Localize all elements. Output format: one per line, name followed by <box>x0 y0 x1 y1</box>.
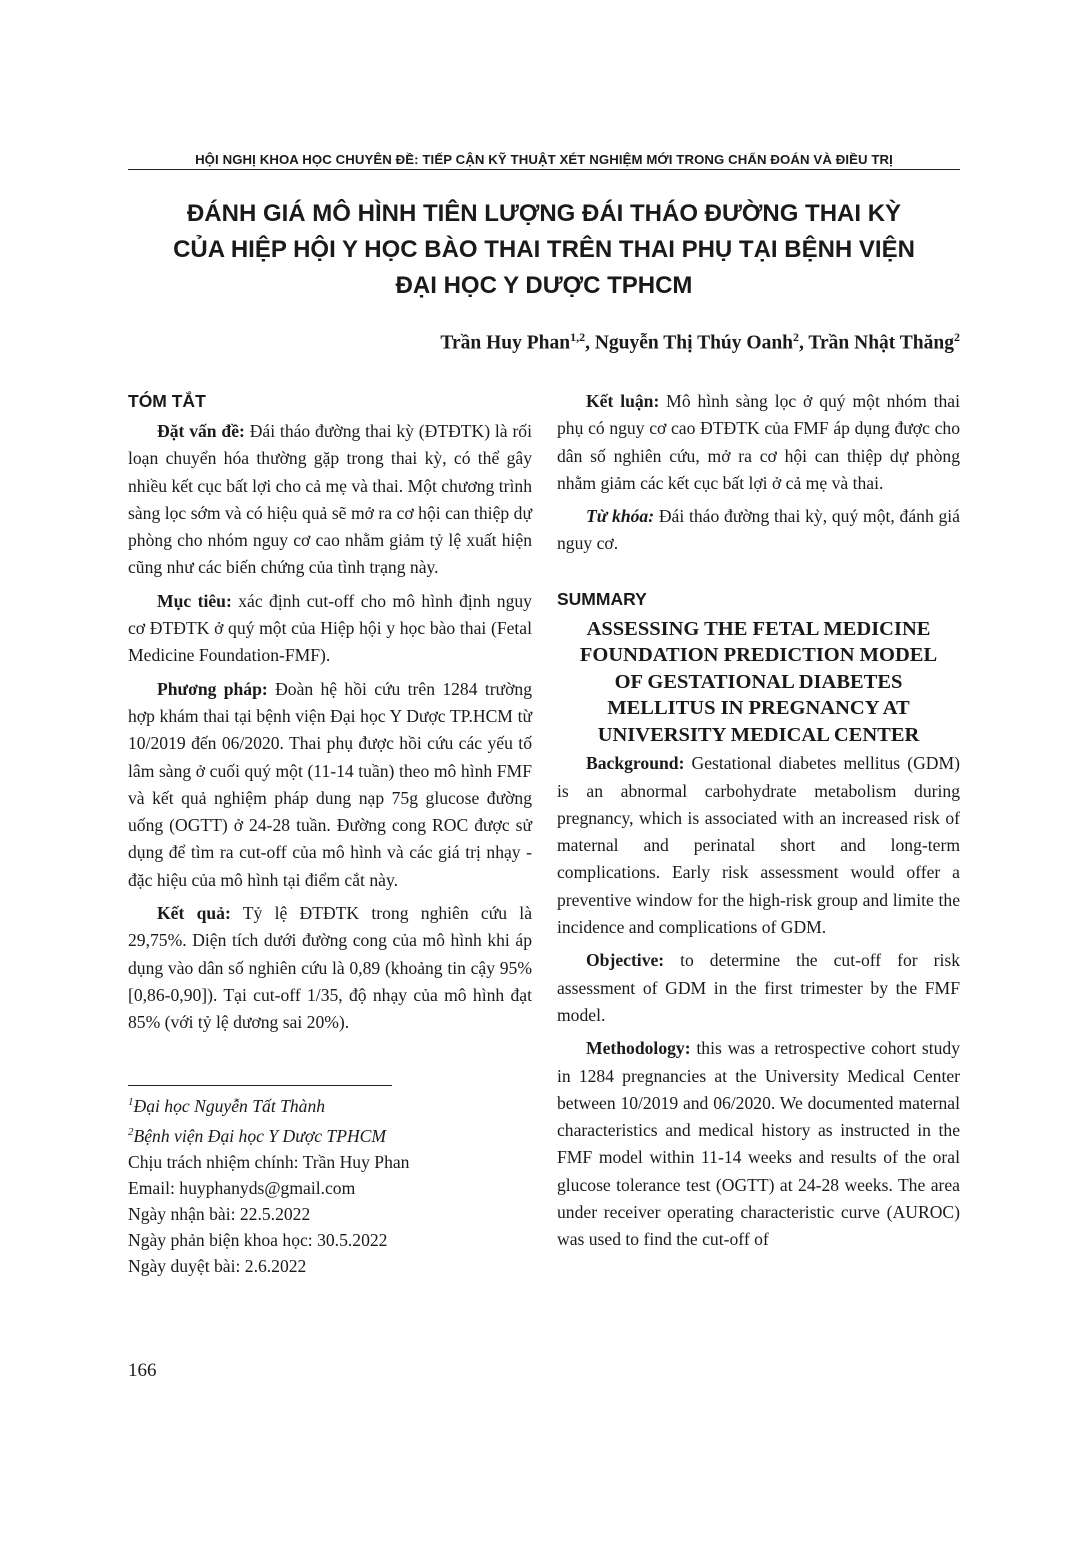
footnote-divider <box>128 1085 392 1086</box>
paragraph-text: Đái tháo đường thai kỳ, quý một, đánh giá nguy cơ. <box>557 506 960 554</box>
english-title-line: OF GESTATIONAL DIABETES <box>614 670 903 693</box>
author-separator: , <box>799 332 809 354</box>
author-affiliation: 2 <box>793 330 800 344</box>
left-column <box>128 388 532 1279</box>
summary-heading: SUMMARY <box>557 588 647 609</box>
paragraph-label: Đặt vấn đề: <box>157 421 245 441</box>
footnote-accepted-date: Ngày duyệt bài: 2.6.2022 <box>128 1256 307 1277</box>
summary-background <box>557 750 960 941</box>
author-affiliation: 1,2 <box>570 330 586 344</box>
paragraph-text: this was a retrospective cohort study in 1284 pregnancies at the University Medical Center between 10/2019 and 06/2020. We documented maternal characteristics and medical history as instructed in the FMF model within 11-14 weeks and results of the oral glucose tolerance test (OGTT) at 24-28 weeks. The area under receiver operating characteristic curve (AUROC) was used to find the cut-off of <box>557 1038 960 1250</box>
abstract-methods <box>128 676 532 894</box>
paragraph-label: Kết luận: <box>586 391 660 411</box>
header-divider <box>128 169 960 170</box>
footnote-review-date: Ngày phản biện khoa học: 30.5.2022 <box>128 1230 388 1251</box>
footnote-affiliation <box>128 1119 532 1149</box>
paragraph-text: Đoàn hệ hồi cứu trên 1284 trường hợp khám thai tại bệnh viện Đại học Y Dược TP.HCM từ 10/2019 đến 06/2020. Thai phụ được hồi cứu các yếu tố lâm sàng ở cuối quý một (11-14 tuần) theo mô hình FMF và kết quả nghiệm pháp dung nạp 75g glucose đường uống (OGTT) ở 24-28 tuần. Đường cong ROC được sử dụng để tìm ra cut-off của mô hình và các giá trị nhạy - đặc hiệu của mô hình tại điểm cắt này. <box>128 678 532 890</box>
paragraph-label: Kết quả: <box>157 903 231 924</box>
paragraph-label: Methodology: <box>586 1038 691 1059</box>
author-list <box>128 330 960 355</box>
english-title-line: UNIVERSITY MEDICAL CENTER <box>597 723 920 746</box>
footnote-received-date: Ngày nhận bài: 22.5.2022 <box>128 1204 311 1225</box>
paragraph-label: Phương pháp: <box>157 678 268 699</box>
abstract-background <box>128 418 532 582</box>
paragraph-label: Objective: <box>586 950 665 971</box>
footnote-corresponding: Chịu trách nhiệm chính: Trần Huy Phan <box>128 1152 410 1173</box>
abstract-objective <box>128 588 532 670</box>
right-column <box>557 388 960 1260</box>
paragraph-text: Đái tháo đường thai kỳ (ĐTĐTK) là rối loạn chuyển hóa thường gặp trong thai kỳ, có thể gây nhiều kết cục bất lợi cho cả mẹ và thai. Một chương trình sàng lọc sớm và có hiệu quả sẽ mở ra cơ hội can thiệp dự phòng cho nhóm nguy cơ cao nhằm giảm tỷ lệ xuất hiện cũng như các biến chứng của tình trạng này. <box>128 421 532 578</box>
paragraph-text: xác định cut-off cho mô hình định nguy cơ ĐTĐTK ở quý một của Hiệp hội y học bào thai (Fetal Medicine Foundation-FMF). <box>128 590 532 666</box>
abstract-keywords <box>557 503 960 558</box>
paragraph-text: Tỷ lệ ĐTĐTK trong nghiên cứu là 29,75%. Diện tích dưới đường cong của mô hình khi áp dụng vào dân số nghiên cứu là 0,89 (khoảng tin cậy 95% [0,86-0,90]). Tại cut-off 1/35, độ nhạy của mô hình đạt 85% (với tỷ lệ dương sai 20%). <box>128 903 533 1033</box>
paragraph-label: Từ khóa: <box>586 506 655 527</box>
author-affiliation: 2 <box>954 330 960 344</box>
english-title-line: MELLITUS IN PREGNANCY AT <box>607 697 910 720</box>
author-name: Trần Huy Phan <box>440 332 571 354</box>
title-line: ĐÁNH GIÁ MÔ HÌNH TIÊN LƯỢNG ĐÁI THÁO ĐƯỜNG THAI KỲ <box>186 200 902 227</box>
footnote-text: Đại học Nguyễn Tất Thành <box>133 1096 326 1117</box>
author-name: Trần Nhật Thăng <box>808 332 954 354</box>
abstract-conclusion <box>557 388 960 497</box>
summary-methodology <box>557 1035 960 1253</box>
footnote-affiliation <box>128 1090 532 1120</box>
article-title <box>128 196 960 304</box>
paragraph-label: Mục tiêu: <box>157 590 232 611</box>
abstract-results <box>128 900 532 1036</box>
page-number: 166 <box>128 1360 157 1381</box>
title-line: CỦA HIỆP HỘI Y HỌC BÀO THAI TRÊN THAI PHỤ TẠI BỆNH VIỆN <box>173 236 915 263</box>
abstract-heading: TÓM TẮT <box>128 391 206 411</box>
author-separator: , <box>585 332 595 354</box>
footnote-email: Email: huyphanyds@gmail.com <box>128 1178 356 1199</box>
english-title-line: ASSESSING THE FETAL MEDICINE <box>586 617 931 640</box>
summary-objective <box>557 947 960 1029</box>
english-title <box>557 616 960 749</box>
footnote-marker: 1 <box>128 1096 134 1109</box>
paragraph-label: Background: <box>586 753 685 774</box>
english-title-line: FOUNDATION PREDICTION MODEL <box>579 644 938 667</box>
footnote-marker: 2 <box>128 1126 134 1139</box>
running-header: HỘI NGHỊ KHOA HỌC CHUYÊN ĐỀ: TIẾP CẬN KỸ THUẬT XÉT NGHIỆM MỚI TRONG CHẨN ĐOÁN VÀ ĐIỀU TRỊ <box>195 152 893 167</box>
paragraph-text: Mô hình sàng lọc ở quý một nhóm thai phụ có nguy cơ cao ĐTĐTK của FMF áp dụng được cho dân số nghiên cứu, mở ra cơ hội can thiệp dự phòng nhằm giảm các kết cục bất lợi ở cả mẹ và thai. <box>557 391 960 493</box>
author-name: Nguyễn Thị Thúy Oanh <box>594 332 794 354</box>
paragraph-text: to determine the cut-off for risk assessment of GDM in the first trimester by the FMF model. <box>557 950 960 1025</box>
title-line: ĐẠI HỌC Y DƯỢC TPHCM <box>395 272 693 299</box>
paragraph-text: Gestational diabetes mellitus (GDM) is an abnormal carbohydrate metabolism during pregnancy, which is associated with an increased risk of maternal and perinatal short and long-term complications. Early risk assessment would offer a preventive window for the high-risk group and limite the incidence and complications of GDM. <box>557 753 960 938</box>
footnote-text: Bệnh viện Đại học Y Dược TPHCM <box>133 1126 387 1147</box>
